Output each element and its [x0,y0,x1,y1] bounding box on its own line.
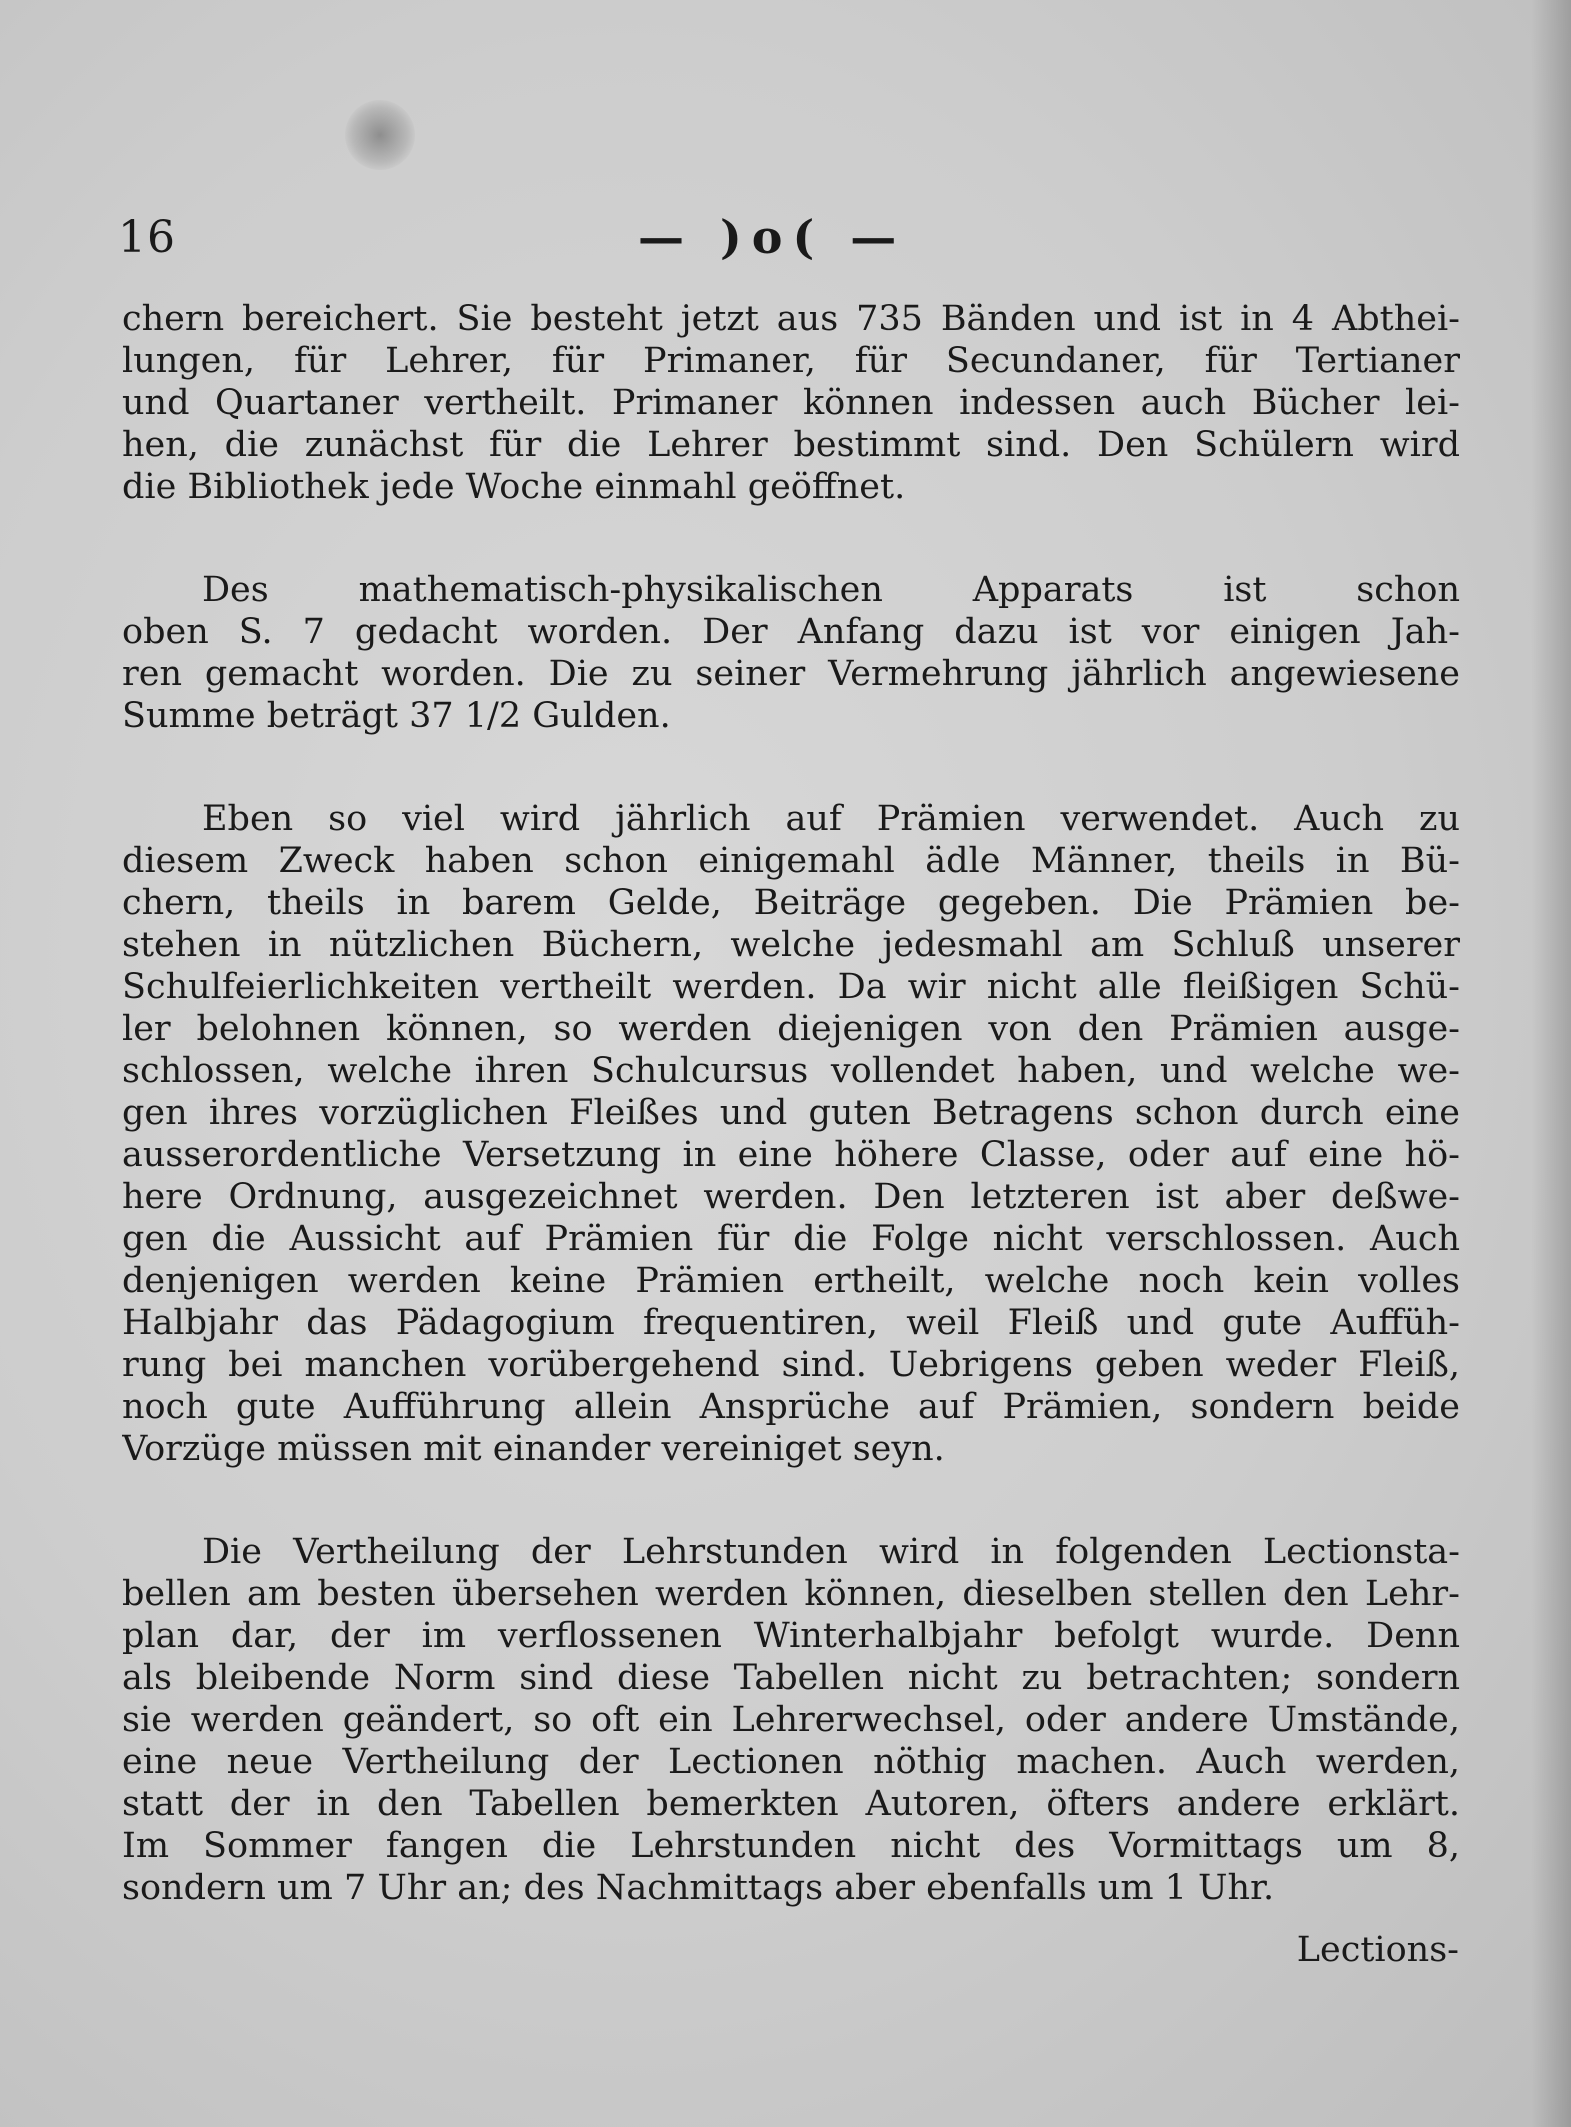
text-line: ren gemacht worden. Die zu seiner Vermehrung jährlich angewiesene [122,654,1460,694]
text-line: eine neue Vertheilung der Lectionen nöthig machen. Auch werden, [122,1742,1460,1782]
text-line: oben S. 7 gedacht worden. Der Anfang dazu ist vor einigen Jah- [122,612,1460,652]
text-line: plan dar, der im verflossenen Winterhalbjahr befolgt wurde. Denn [122,1616,1460,1656]
paragraph-lehrstunden [122,1531,1460,1909]
text-line: Eben so viel wird jährlich auf Prämien verwendet. Auch zu [202,799,1460,839]
page-body [122,298,1460,1970]
text-line: denjenigen werden keine Prämien ertheilt, welche noch kein volles [122,1261,1460,1301]
text-line: als bleibende Norm sind diese Tabellen nicht zu betrachten; sondern [122,1658,1460,1698]
text-line: gen ihres vorzüglichen Fleißes und guten Betragens schon durch eine [122,1093,1460,1133]
text-line: Schulfeierlichkeiten vertheilt werden. Da wir nicht alle fleißigen Schü- [122,967,1460,1007]
paragraph-apparatus [122,569,1460,737]
text-line: und Quartaner vertheilt. Primaner können indessen auch Bücher lei- [122,383,1460,423]
text-line: Vorzüge müssen mit einander vereiniget seyn. [122,1429,945,1469]
page-edge-shadow [1531,0,1571,2127]
paragraph-praemien [122,798,1460,1470]
page-number: 16 [118,212,176,263]
text-line: rung bei manchen vorübergehend sind. Uebrigens geben weder Fleiß, [122,1345,1460,1385]
text-line: sondern um 7 Uhr an; des Nachmittags aber ebenfalls um 1 Uhr. [122,1868,1275,1908]
text-line: Die Vertheilung der Lehrstunden wird in folgenden Lectionsta- [202,1532,1460,1572]
text-line: Im Sommer fangen die Lehrstunden nicht des Vormittags um 8, [122,1826,1460,1866]
catchword: Lections- [1296,1930,1459,1970]
text-line: gen die Aussicht auf Prämien für die Folge nicht verschlossen. Auch [122,1219,1460,1259]
text-line: lungen, für Lehrer, für Primaner, für Secundaner, für Tertianer [122,341,1460,381]
text-line: Summe beträgt 37 1/2 Gulden. [122,696,671,736]
text-line: diesem Zweck haben schon einigemahl ädle Männer, theils in Bü- [122,841,1460,881]
text-line: chern bereichert. Sie besteht jetzt aus 735 Bänden und ist in 4 Abthei- [122,299,1460,339]
paragraph-library [122,298,1460,508]
text-line: hen, die zunächst für die Lehrer bestimmt sind. Den Schülern wird [122,425,1460,465]
text-line: sie werden geändert, so oft ein Lehrerwechsel, oder andere Umstände, [122,1700,1460,1740]
text-line: Halbjahr das Pädagogium frequentiren, weil Fleiß und gute Auffüh- [122,1303,1460,1343]
text-line: Des mathematisch-physikalischen Apparats ist schon [202,570,1460,610]
text-line: stehen in nützlichen Büchern, welche jedesmahl am Schluß unserer [122,925,1460,965]
text-line: chern, theils in barem Gelde, Beiträge gegeben. Die Prämien be- [122,883,1460,923]
text-line: noch gute Aufführung allein Ansprüche auf Prämien, sondern beide [122,1387,1460,1427]
text-line: ler belohnen können, so werden diejenigen von den Prämien ausge- [122,1009,1460,1049]
text-line: die Bibliothek jede Woche einmahl geöffnet. [122,467,906,507]
text-line: bellen am besten übersehen werden können, dieselben stellen den Lehr- [122,1574,1460,1614]
text-line: schlossen, welche ihren Schulcursus vollendet haben, und welche we- [122,1051,1460,1091]
ink-stain [345,100,415,170]
page-header [118,212,1471,272]
header-ornament: — )o( — [638,210,907,264]
text-line: here Ordnung, ausgezeichnet werden. Den letzteren ist aber deßwe- [122,1177,1460,1217]
text-line: ausserordentliche Versetzung in eine höhere Classe, oder auf eine hö- [122,1135,1460,1175]
text-line: statt der in den Tabellen bemerkten Autoren, öfters andere erklärt. [122,1784,1460,1824]
